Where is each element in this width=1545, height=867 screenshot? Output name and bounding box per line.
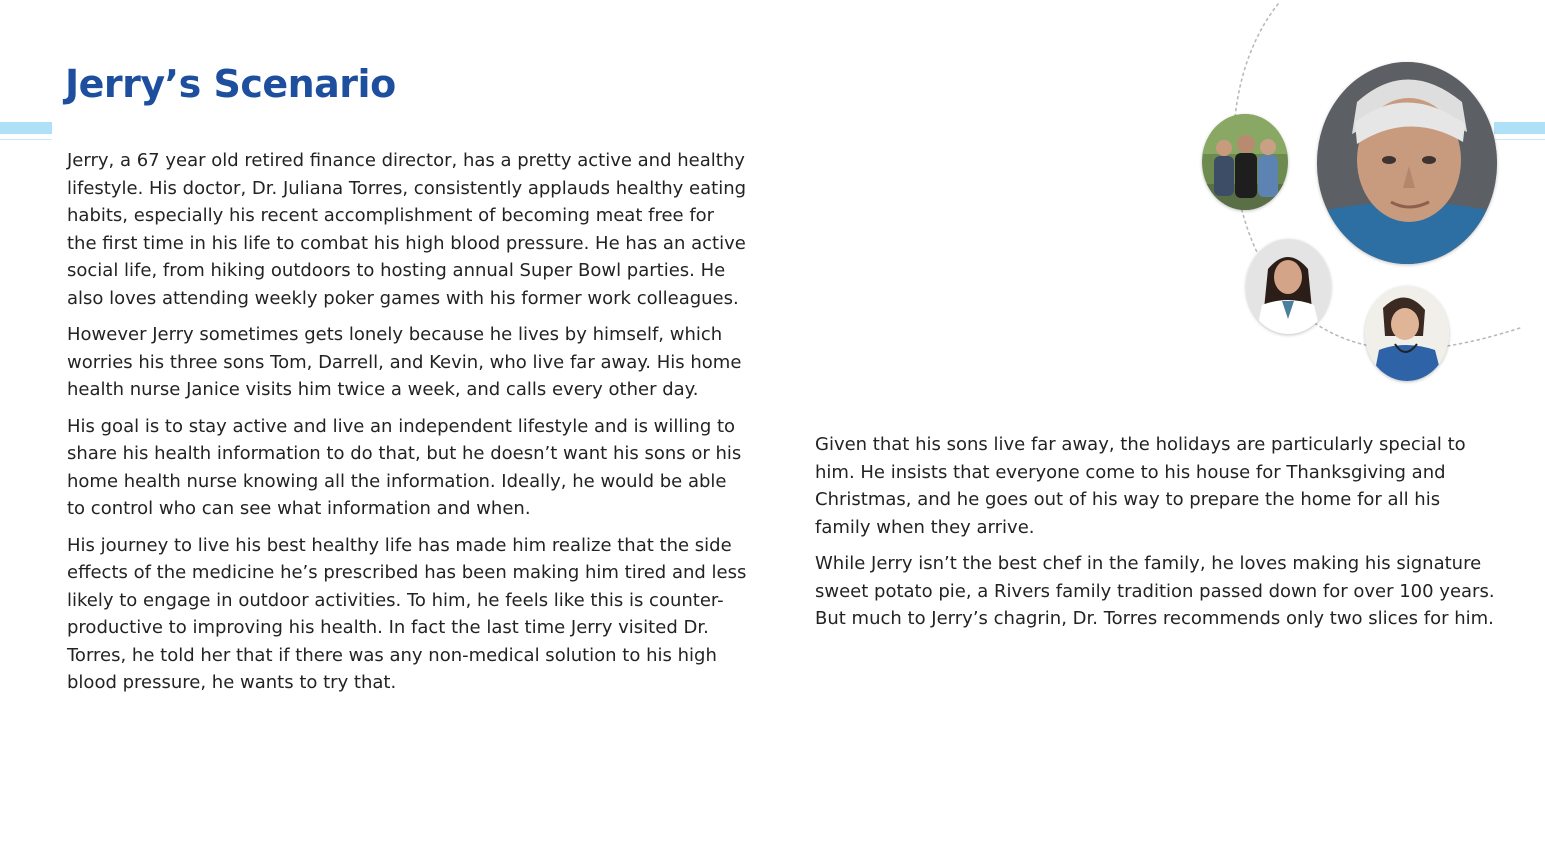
- paragraph: His journey to live his best healthy life has made him realize that the side effects of the medicine he’s prescribed has been making him tired and less likely to engage in outdoor activities. To him, he feels like this is counter-productive to improving his health. In fact the last time Jerry visited Dr. Torres, he told her that if there was any non-medical solution to his high blood pressure, he wants to try that.: [67, 534, 747, 693]
- doctor-portrait: [1246, 239, 1331, 334]
- paragraph: Given that his sons live far away, the holidays are particularly special to him. He insists that everyone come to his house for Thanksgiving and Christmas, and he goes out of his way to prepare the home for all his family when they arrive.: [815, 434, 1466, 538]
- jerry-portrait: [1317, 62, 1497, 264]
- paragraph: While Jerry isn’t the best chef in the family, he loves making his signature sweet potato pie, a Rivers family tradition passed down for over 100 years. But much to Jerry’s chagrin, Dr. Torres recommends only two slices for him.: [815, 553, 1495, 629]
- paragraph: His goal is to stay active and live an independent lifestyle and is willing to share his health information to do that, but he doesn’t want his sons or his home health nurse knowing all the information. Ideally, he would be able to control who can see what information and when.: [67, 415, 742, 519]
- page-title: Jerry’s Scenario: [65, 62, 396, 106]
- paragraph: However Jerry sometimes gets lonely because he lives by himself, which worries his three sons Tom, Darrell, and Kevin, who live far away. His home health nurse Janice visits him twice a week, and calls every other day.: [67, 324, 742, 400]
- sons-group-photo: [1202, 114, 1288, 210]
- paragraph: Jerry, a 67 year old retired finance director, has a pretty active and healthy lifestyle. His doctor, Dr. Juliana Torres, consistently applauds healthy eating habits, especially his recent accomplishment of becoming meat free for the first time in his life to combat his high blood pressure. He has an active social life, from hiking outdoors to hosting annual Super Bowl parties. He also loves attending weekly poker games with his former work colleagues.: [67, 150, 747, 309]
- nurse-portrait: [1365, 286, 1449, 381]
